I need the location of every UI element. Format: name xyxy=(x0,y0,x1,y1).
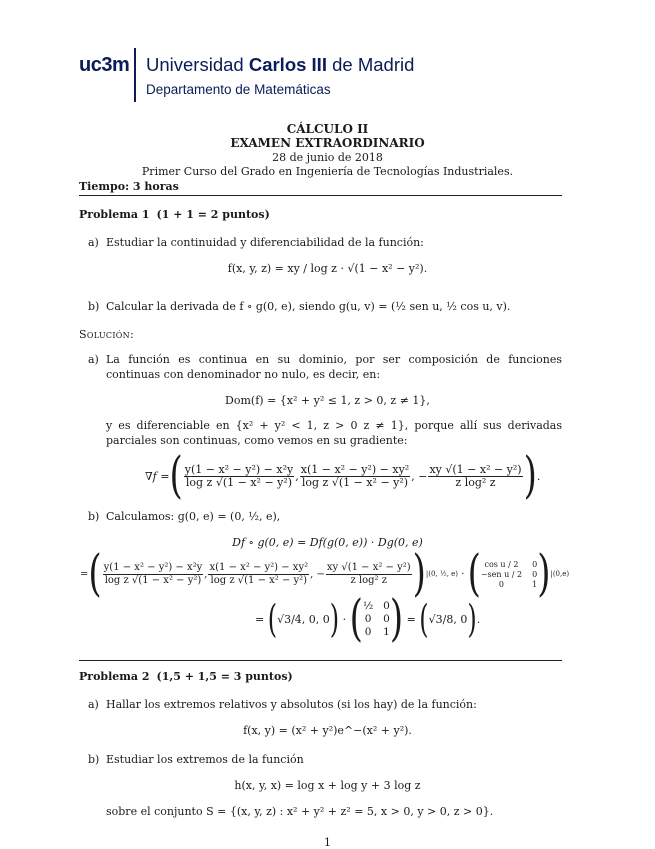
exam-type: EXAMEN EXTRAORDINARIO xyxy=(230,136,425,150)
uc3m-logo: uc3m xyxy=(79,54,130,76)
result-line: = ( √3/4, 0, 0 ) · ( ½ 0 0 0 0 1 ) = ( √3/8, 0 ) . xyxy=(255,590,481,648)
sol-b-text: Calculamos: g(0, e) = (0, ½, e), xyxy=(106,510,281,523)
p2b-label: b) xyxy=(88,753,100,766)
department-name: Departamento de Matemáticas xyxy=(146,82,331,97)
middle-rule xyxy=(79,660,562,661)
sol-a-text2: y es diferenciable en {x² + y² < 1, z > 0 z ≠ 1}, porque allí sus derivadas parciales son continuas, como vemos en su gradiente: xyxy=(106,419,562,447)
p1a-label: a) xyxy=(88,236,99,249)
p2a-formula: f(x, y) = (x² + y²)e^−(x² + y²). xyxy=(243,724,412,737)
p2b-formula: h(x, y, x) = log x + log y + 3 log z xyxy=(234,779,421,792)
gradient-formula: ∇f = ( $\frac{\text{y(1 − x² − y²) − x²y}}{\text{log z √(1 − x² − y²)}}$ , $\frac{\text{x(1 − x² − y²) − xy²}}{\text{log z √(1 − x² − y²)}}$ , − $\frac{\text{xy √(1 − x² − y²)}}{\text{z log² z}}$ ) . xyxy=(145,447,541,505)
p2a-text: Hallar los extremos relativos y absolutos (si los hay) de la función: xyxy=(106,698,477,711)
p2a-label: a) xyxy=(88,698,99,711)
sol-a-text1: La función es continua en su dominio, por ser composición de funciones continuas con denominador no nulo, es decir, en: xyxy=(106,353,562,381)
p2b-text2: sobre el conjunto S = {(x, y, z) : x² + y² + z² = 5, x > 0, y > 0, z > 0}. xyxy=(106,805,494,818)
numeric-matrix: ½ 0 0 0 0 1 xyxy=(362,600,390,638)
p2b-text: Estudiar los extremos de la función xyxy=(106,753,304,766)
problem1-heading: Problema 1 (1 + 1 = 2 puntos) xyxy=(79,208,270,221)
university-name: Universidad Carlos III de Madrid xyxy=(146,54,415,75)
p1b-text: Calcular la derivada de f ∘ g(0, e), siendo g(u, v) = (½ sen u, ½ cos u, v). xyxy=(106,300,511,313)
chain-rule-line: Df ∘ g(0, e) = Df(g(0, e)) · Dg(0, e) xyxy=(232,536,423,549)
domain-formula: Dom(f) = {x² + y² ≤ 1, z > 0, z ≠ 1}, xyxy=(225,394,430,407)
logo-divider xyxy=(134,48,136,102)
p1a-text: Estudiar la continuidad y diferenciabilidad de la función: xyxy=(106,236,424,249)
dg-matrix: cos u / 2 0 −sen u / 2 0 0 1 xyxy=(480,559,538,589)
course-line: Primer Curso del Grado en Ingeniería de Tecnologías Industriales. xyxy=(141,165,514,178)
chain-expansion: = ( $\frac{\text{y(1 − x² − y²) − x²y}}{\text{log z √(1 − x² − y²)}}$ , $\frac{\text{x(1 − x² − y²) − xy²}}{\text{log z √(1 − x² − y²)}}$ , − $\frac{\text{xy √(1 − x² − y²)}}{\text{z log² z}}$ ) |(0, ½, e) · ( cos u / 2 0 −sen u / 2 0 0 1 ) |(0,e) xyxy=(80,545,570,603)
problem2-heading: Problema 2 (1,5 + 1,5 = 3 puntos) xyxy=(79,670,293,683)
sol-b-label: b) xyxy=(88,510,100,523)
solution-label: Solución: xyxy=(79,328,134,341)
p1a-formula: f(x, y, z) = xy / log z · √(1 − x² − y²). xyxy=(227,262,428,275)
sol-a-label: a) xyxy=(88,353,99,366)
top-rule xyxy=(79,195,562,196)
page-number: 1 xyxy=(324,836,331,849)
exam-date: 28 de junio de 2018 xyxy=(272,151,383,164)
subject-title: CÁLCULO II xyxy=(286,122,369,136)
p1b-label: b) xyxy=(88,300,100,313)
time-limit: Tiempo: 3 horas xyxy=(79,180,179,193)
